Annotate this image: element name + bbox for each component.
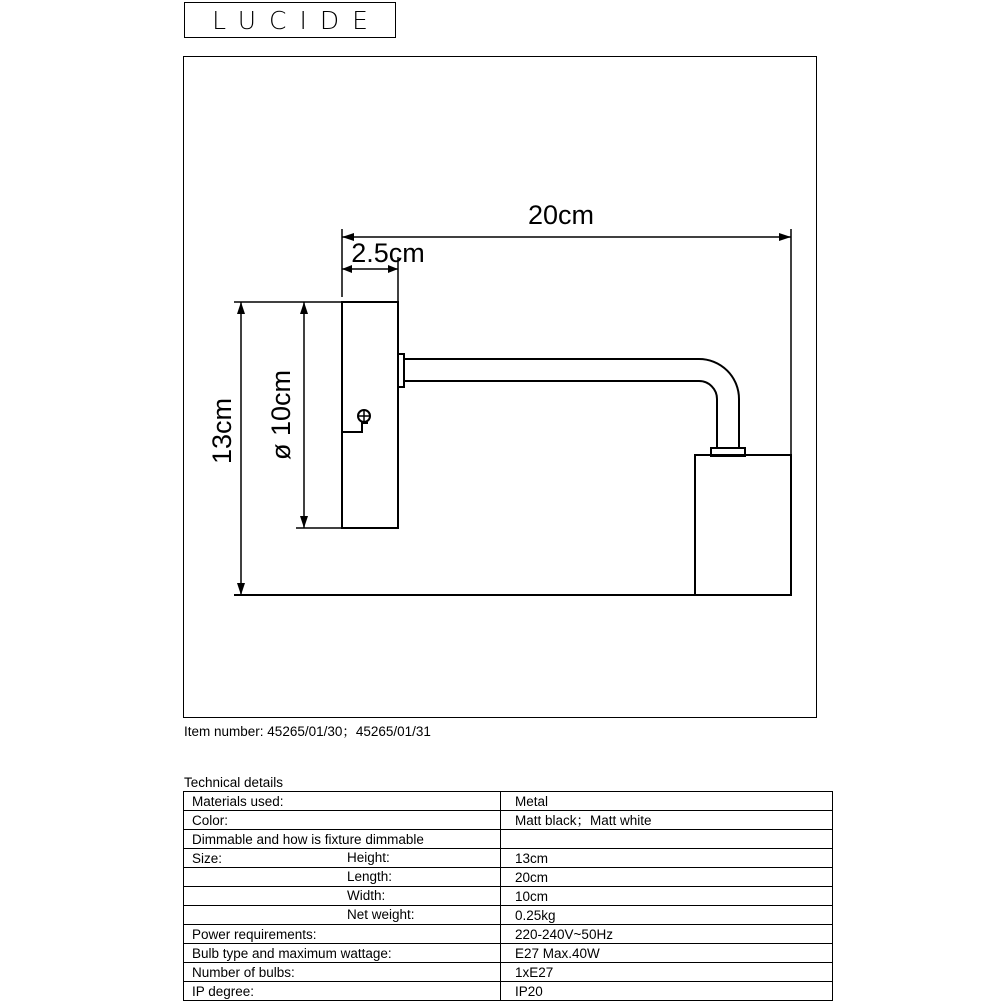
table-row xyxy=(184,944,833,963)
spec-label-cell: Size: Height: xyxy=(184,849,501,868)
table-row xyxy=(184,830,833,849)
arm-connector xyxy=(398,354,404,387)
item-number-line xyxy=(184,720,431,740)
spec-sublabel: Length: xyxy=(347,869,393,884)
item-number-label: Item number: xyxy=(184,724,264,739)
spec-value-cell: E27 Max.40W xyxy=(501,944,833,963)
lamp-body xyxy=(695,455,791,595)
table-row xyxy=(184,811,833,830)
spec-sublabel: Height: xyxy=(347,850,390,865)
spec-value-cell: Matt black；Matt white xyxy=(501,811,833,830)
lamp-drawing-svg xyxy=(184,57,818,719)
spec-value-cell: 10cm xyxy=(501,887,833,906)
lamp-arm-inner xyxy=(404,381,717,449)
spec-label-cell xyxy=(184,887,501,906)
spec-label-cell xyxy=(184,906,501,925)
length-dimension-lines xyxy=(342,229,791,595)
spec-label-cell: IP degree: xyxy=(184,982,501,1001)
spec-value-cell: 0.25kg xyxy=(501,906,833,925)
diameter-dimension-lines xyxy=(296,302,342,528)
spec-label-cell: Power requirements: xyxy=(184,925,501,944)
lucide-logo xyxy=(184,2,396,38)
depth-dimension-label: 2.5cm xyxy=(351,238,425,268)
spec-value-cell: 20cm xyxy=(501,868,833,887)
spec-label-cell: Dimmable and how is fixture dimmable xyxy=(184,830,501,849)
spec-value-cell: 1xE27 xyxy=(501,963,833,982)
spec-label-cell: Color: xyxy=(184,811,501,830)
spec-value-cell: 220-240V~50Hz xyxy=(501,925,833,944)
table-row xyxy=(184,792,833,811)
table-row xyxy=(184,963,833,982)
table-row xyxy=(184,887,833,906)
table-row xyxy=(184,982,833,1001)
logo-text: LUCIDE xyxy=(212,6,381,35)
table-row xyxy=(184,868,833,887)
spec-sublabel: Net weight: xyxy=(347,907,415,922)
table-row xyxy=(184,906,833,925)
item-number-value: 45265/01/30；45265/01/31 xyxy=(267,724,431,739)
spec-label-cell xyxy=(184,868,501,887)
spec-sublabel: Width: xyxy=(347,888,386,903)
lamp-arm-outer xyxy=(404,359,739,449)
spec-label-cell: Number of bulbs: xyxy=(184,963,501,982)
technical-drawing xyxy=(183,56,817,718)
spec-value-cell: 13cm xyxy=(501,849,833,868)
spec-value-cell: IP20 xyxy=(501,982,833,1001)
height-dimension-label: 13cm xyxy=(207,397,237,465)
technical-details-table xyxy=(183,791,833,1001)
plate-notch xyxy=(342,423,368,432)
diameter-dimension-label: ø 10cm xyxy=(266,369,296,461)
table-row xyxy=(184,925,833,944)
spec-value-cell xyxy=(501,830,833,849)
length-dimension-label: 20cm xyxy=(527,200,595,230)
spec-label-cell: Bulb type and maximum wattage: xyxy=(184,944,501,963)
spec-label-cell: Materials used: xyxy=(184,792,501,811)
technical-details-title: Technical details xyxy=(184,775,284,790)
table-row xyxy=(184,849,833,868)
spec-value-cell: Metal xyxy=(501,792,833,811)
